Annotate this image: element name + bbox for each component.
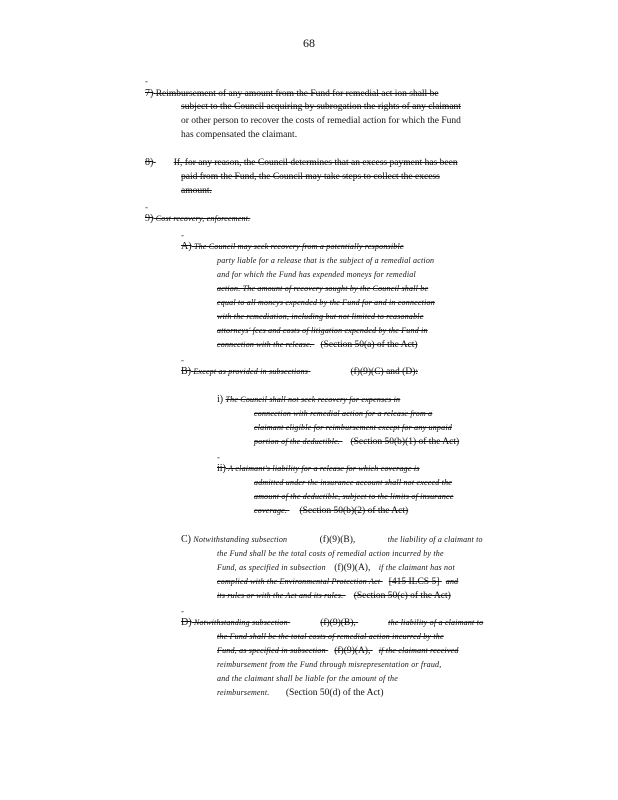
sub-a-line-1: A) The Council may seek recovery from a potentially responsible [181,241,404,252]
sub-d-line-1: D) Notwithstanding subsection (f)(9)(B), the liability of a claimant to [181,617,484,628]
sub-a-line-6: with the remediation, including but not limited to reasonable [217,312,424,321]
sub-a-line-7: attorneys' fees and costs of litigation expended by the Fund in [217,326,428,335]
sub-a-line-5: equal to all moneys expended by the Fund for and in connection [217,298,435,307]
sub-d-line-5: and the claimant shall be liable for the amount of the [217,674,399,683]
item-7-line-2: subject to the Council acquiring by subrogation the rights of any claimant [181,102,461,112]
sub-c-label: C) [181,534,191,545]
item-8-label: 8) [145,157,154,168]
sub-c-line-5: its rules or with the Act and its rules. (Section 50(c) of the Act) [217,591,451,601]
item-7-line-4: has compensated the claimant. [181,130,298,140]
sub-c-line-1: C) Notwithstanding subsection (f)(9)(B), the liability of a claimant to [181,534,483,545]
sub-b-ref: (f)(9)(C) and (D): [350,367,419,377]
change-marker: - [181,606,184,616]
item-8-line-3: amount. [181,186,212,196]
sub-a-citation: (Section 50(a) of the Act) [320,340,418,350]
sub-b-i-citation: (Section 50(b)(1) of the Act) [350,437,460,447]
item-9-label: 9) [145,213,154,224]
sub-b-line: B) Except as provided in subsections (f)(9)(C) and (D): [181,366,419,377]
sub-a-label: A) [181,241,192,252]
sub-b-ii-line-1: ii) A claimant's liability for a release for which coverage is [217,463,420,474]
sub-b-i-line-3: claimant eligible for reimbursement except for any unpaid [254,423,452,432]
sub-c-line-2: the Fund shall be the total costs of remedial action incurred by the [217,549,444,558]
sub-b-ii-label: ii) [217,463,226,474]
sub-d-line-2: the Fund shall be the total costs of remedial action incurred by the [217,632,444,641]
sub-a-line-4: action. The amount of recovery sought by the Council shall be [217,284,429,293]
sub-c-line-4: complied with the Environmental Protection Act [415 ILCS 5] and [217,577,459,587]
sub-b-i-label: i) [217,394,224,405]
sub-d-line-4: reimbursement from the Fund through misrepresentation or fraud, [217,660,442,669]
sub-d-citation: (Section 50(d) of the Act) [285,688,384,698]
item-7-line-1: 7) Reimbursement of any amount from the Fund for remedial act ion shall be [145,88,439,99]
sub-b-ii-citation: (Section 50(b)(2) of the Act) [299,506,409,516]
sub-b-i-line-4: portion of the deductible. (Section 50(b)(1) of the Act) [254,437,460,447]
item-9-heading [145,213,250,225]
change-marker: - [181,355,184,365]
sub-c-citation: (Section 50(c) of the Act) [353,591,451,601]
sub-a-line-2: party liable for a release that is the subject of a remedial action [217,256,435,265]
change-marker: - [145,202,148,212]
change-marker: - [217,452,220,462]
change-marker: - [181,230,184,240]
item-8-line-1: 8) If, for any reason, the Council determines that an excess payment has been [145,157,458,168]
sub-b-ii-line-3: amount of the deductible, subject to the limits of insurance [254,492,454,501]
sub-d-line-6: reimbursement. (Section 50(d) of the Act) [217,688,384,698]
page-number: 68 [303,36,315,50]
sub-b-ii-line-2: admitted under the insurance account shall not exceed the [254,478,453,487]
item-7-label: 7) [145,88,154,99]
sub-a-line-3: and for which the Fund has expended moneys for remedial [217,270,416,279]
sub-b-i-line-2: connection with remedial action for a release from a [254,409,433,418]
item-7-line-3: or other person to recover the costs of remedial action for which the Fund [181,116,461,126]
sub-b-label: B) [181,366,191,377]
sub-d-line-3: Fund, as specified in subsection (f)(9)(A), if the claimant received [217,646,459,656]
item-9-title: Cost recovery, enforcement. [155,214,251,223]
item-8-line-2: paid from the Fund, the Council may take steps to collect the excess [181,172,440,182]
sub-b-ii-line-4: coverage. (Section 50(b)(2) of the Act) [254,506,409,516]
change-marker: - [145,76,148,86]
sub-c-line-3: Fund, as specified in subsection (f)(9)(A), if the claimant has not [217,563,455,573]
sub-b-i-line-1: i) The Council shall not seek recovery for expenses in [217,394,401,405]
sub-a-line-8: connection with the release. (Section 50(a) of the Act) [217,340,418,350]
sub-d-label: D) [181,617,192,628]
